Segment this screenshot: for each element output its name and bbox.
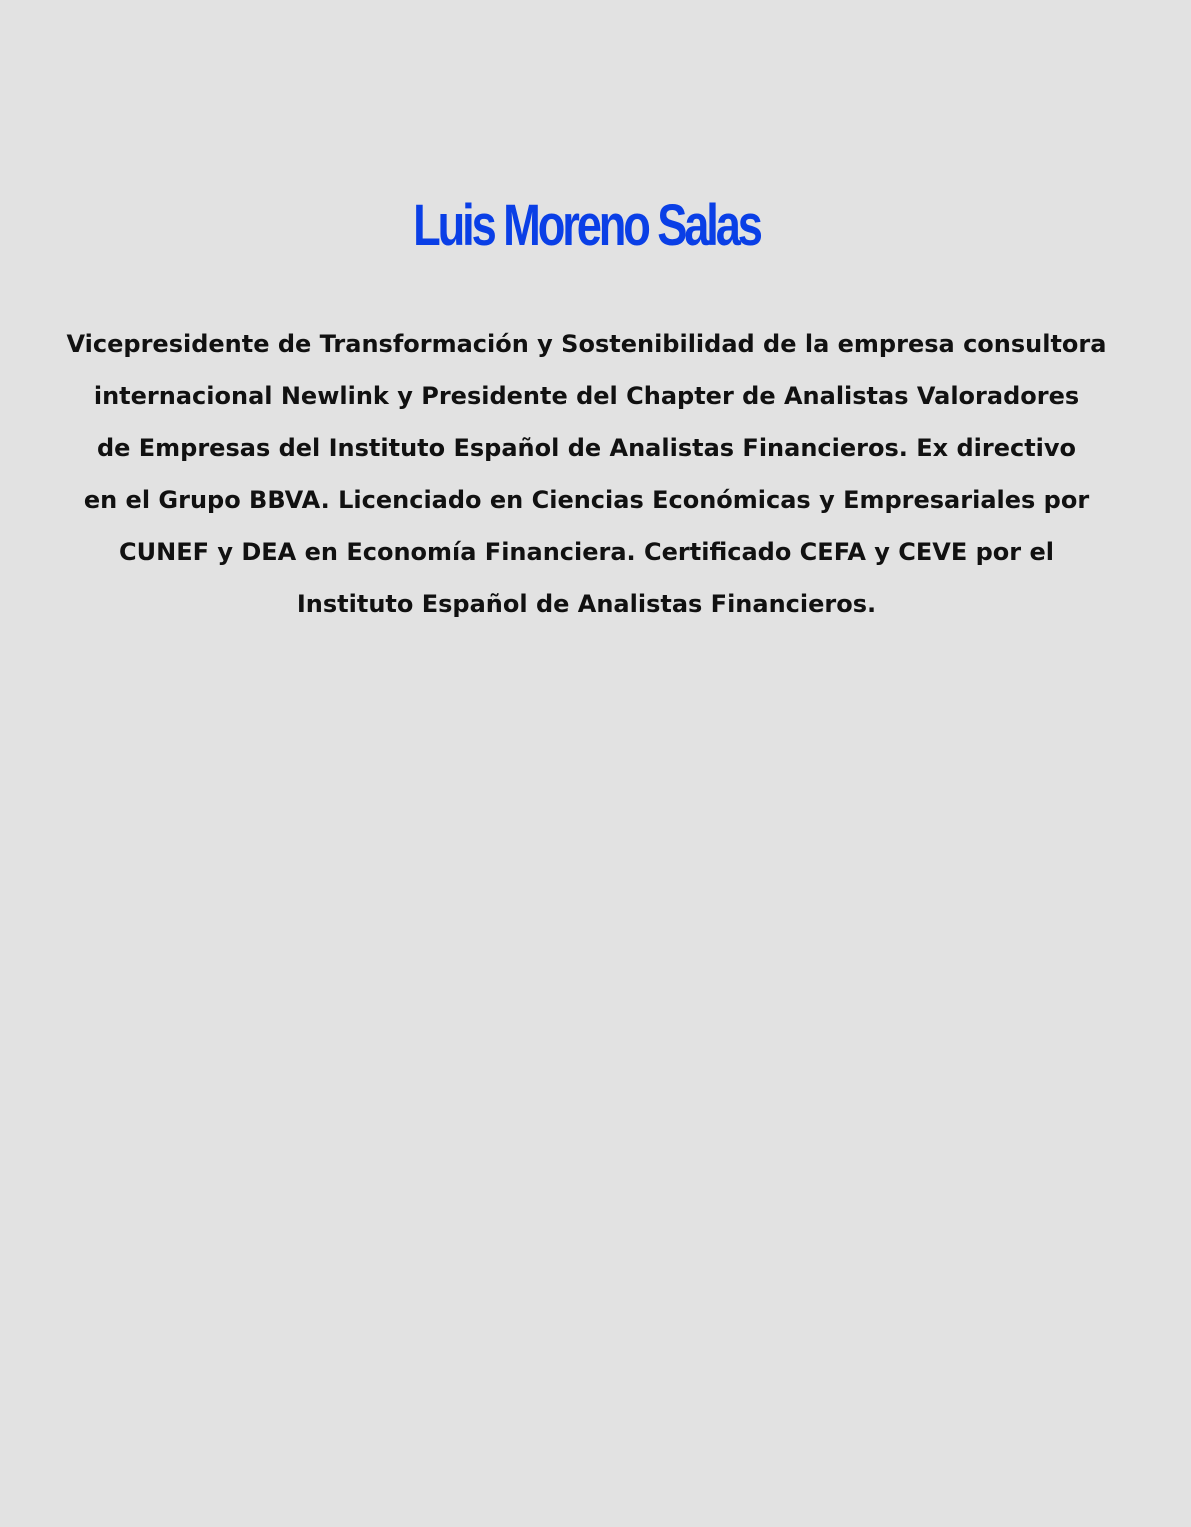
bio-line: de Empresas del Instituto Español de Analistas Financieros. Ex directivo — [96, 434, 1077, 462]
profile-bio — [60, 318, 1113, 630]
bio-line: Instituto Español de Analistas Financieros. — [296, 590, 877, 618]
bio-line: CUNEF y DEA en Economía Financiera. Certificado CEFA y CEVE por el — [119, 538, 1054, 566]
bio-line: Vicepresidente de Transformación y Sostenibilidad de la empresa consultora — [66, 330, 1107, 358]
bio-line: en el Grupo BBVA. Licenciado en Ciencias Económicas y Empresariales por — [83, 486, 1090, 514]
bio-line: internacional Newlink y Presidente del Chapter de Analistas Valoradores — [93, 382, 1080, 410]
profile-name: Luis Moreno Salas — [413, 193, 760, 258]
